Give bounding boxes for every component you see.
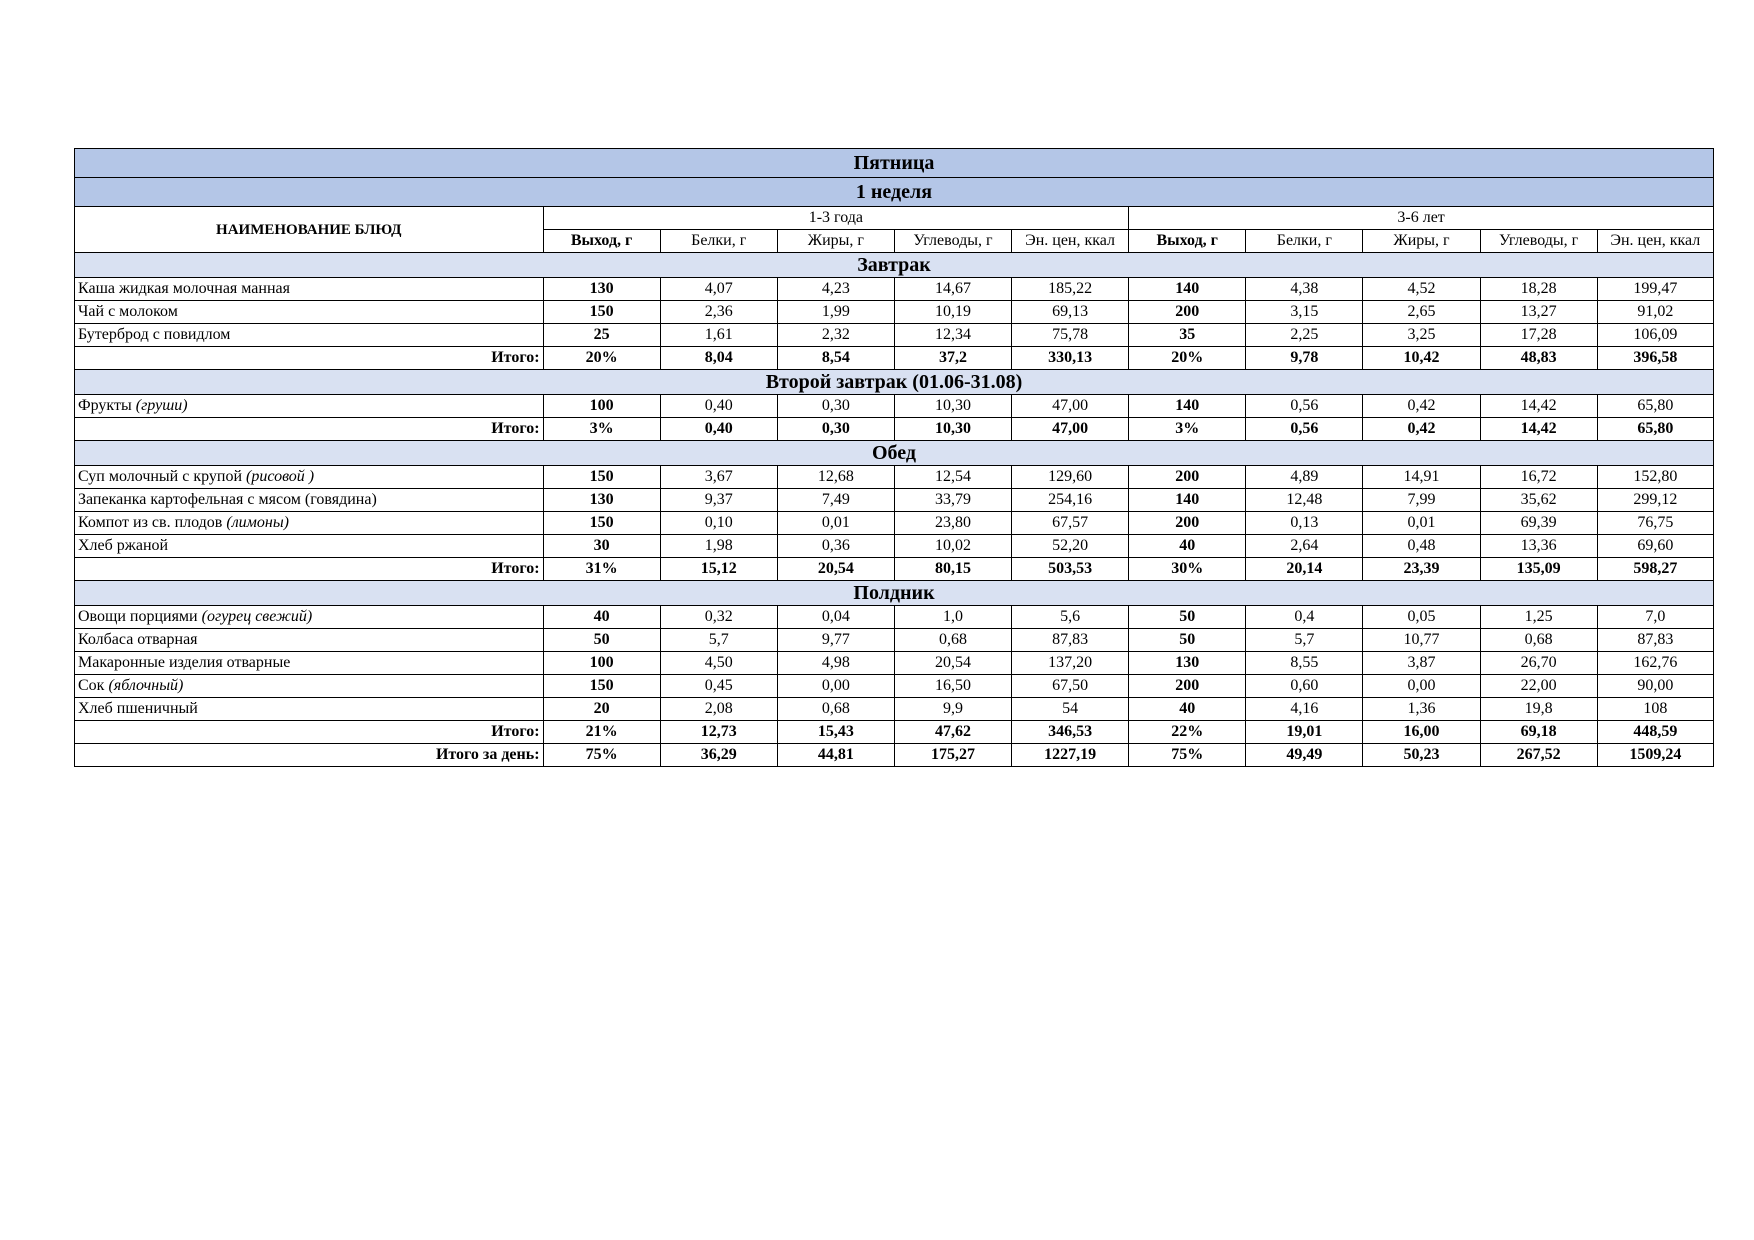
value-cell: 100	[543, 652, 660, 675]
value-cell: 50,23	[1363, 744, 1480, 767]
value-cell: 0,40	[660, 395, 777, 418]
value-cell: 0,00	[777, 675, 894, 698]
value-cell: 0,42	[1363, 395, 1480, 418]
value-cell: 10,77	[1363, 629, 1480, 652]
table-row	[75, 606, 1714, 629]
value-cell: 14,42	[1480, 418, 1597, 441]
dish-name-cell	[75, 698, 544, 721]
value-cell: 254,16	[1012, 489, 1129, 512]
value-cell: 0,01	[777, 512, 894, 535]
section-row	[75, 253, 1714, 278]
value-cell: 21%	[543, 721, 660, 744]
dish-note: (лимоны)	[226, 514, 289, 531]
value-cell: 2,64	[1246, 535, 1363, 558]
value-cell: 0,60	[1246, 675, 1363, 698]
age-group-3-6-header: 3-6 лет	[1129, 207, 1714, 230]
value-cell: 0,45	[660, 675, 777, 698]
dish-name-cell	[75, 324, 544, 347]
value-cell: 135,09	[1480, 558, 1597, 581]
value-cell: 69,60	[1597, 535, 1713, 558]
value-cell: 36,29	[660, 744, 777, 767]
section-total-row	[75, 418, 1714, 441]
value-cell: 16,50	[894, 675, 1011, 698]
value-cell: 3,67	[660, 466, 777, 489]
value-cell: 47,00	[1012, 395, 1129, 418]
value-cell: 299,12	[1597, 489, 1713, 512]
dish-name: Макаронные изделия отварные	[78, 654, 291, 671]
value-cell: 10,30	[894, 395, 1011, 418]
dish-name: Колбаса отварная	[78, 631, 198, 648]
dish-name: Овощи порциями	[78, 608, 202, 625]
value-cell: 200	[1129, 675, 1246, 698]
col-carbs-header: Углеводы, г	[1480, 230, 1597, 253]
dish-name-cell	[75, 606, 544, 629]
value-cell: 44,81	[777, 744, 894, 767]
dish-note: (рисовой )	[246, 468, 315, 485]
section-title: Обед	[75, 441, 1714, 466]
value-cell: 0,13	[1246, 512, 1363, 535]
value-cell: 7,49	[777, 489, 894, 512]
dish-name: Бутерброд с повидлом	[78, 326, 231, 343]
value-cell: 1,61	[660, 324, 777, 347]
value-cell: 130	[543, 489, 660, 512]
value-cell: 10,42	[1363, 347, 1480, 370]
value-cell: 0,68	[777, 698, 894, 721]
value-cell: 69,39	[1480, 512, 1597, 535]
value-cell: 0,30	[777, 418, 894, 441]
value-cell: 1,25	[1480, 606, 1597, 629]
dish-name: Чай с молоком	[78, 303, 178, 320]
value-cell: 137,20	[1012, 652, 1129, 675]
value-cell: 9,9	[894, 698, 1011, 721]
value-cell: 0,30	[777, 395, 894, 418]
section-row	[75, 441, 1714, 466]
value-cell: 13,27	[1480, 301, 1597, 324]
value-cell: 20	[543, 698, 660, 721]
value-cell: 100	[543, 395, 660, 418]
dish-name: Суп молочный с крупой	[78, 468, 247, 485]
dish-name: Запеканка картофельная с мясом (говядина)	[78, 491, 377, 508]
value-cell: 10,02	[894, 535, 1011, 558]
value-cell: 200	[1129, 301, 1246, 324]
value-cell: 47,62	[894, 721, 1011, 744]
value-cell: 0,48	[1363, 535, 1480, 558]
value-cell: 5,7	[1246, 629, 1363, 652]
col-fat-header: Жиры, г	[1363, 230, 1480, 253]
value-cell: 130	[543, 278, 660, 301]
value-cell: 67,50	[1012, 675, 1129, 698]
value-cell: 140	[1129, 489, 1246, 512]
dish-note: (огурец свежий)	[201, 608, 313, 625]
value-cell: 12,34	[894, 324, 1011, 347]
value-cell: 200	[1129, 466, 1246, 489]
value-cell: 30%	[1129, 558, 1246, 581]
value-cell: 4,38	[1246, 278, 1363, 301]
value-cell: 87,83	[1012, 629, 1129, 652]
value-cell: 0,56	[1246, 418, 1363, 441]
col-energy-header: Эн. цен, ккал	[1597, 230, 1713, 253]
value-cell: 12,68	[777, 466, 894, 489]
value-cell: 19,01	[1246, 721, 1363, 744]
dish-name-cell	[75, 395, 544, 418]
value-cell: 19,8	[1480, 698, 1597, 721]
table-row	[75, 535, 1714, 558]
value-cell: 150	[543, 466, 660, 489]
value-cell: 20,14	[1246, 558, 1363, 581]
value-cell: 69,18	[1480, 721, 1597, 744]
value-cell: 23,80	[894, 512, 1011, 535]
table-row	[75, 512, 1714, 535]
value-cell: 152,80	[1597, 466, 1713, 489]
value-cell: 4,98	[777, 652, 894, 675]
value-cell: 67,57	[1012, 512, 1129, 535]
section-total-row	[75, 347, 1714, 370]
value-cell: 267,52	[1480, 744, 1597, 767]
dish-name: Хлеб пшеничный	[78, 700, 198, 717]
value-cell: 3,87	[1363, 652, 1480, 675]
value-cell: 10,30	[894, 418, 1011, 441]
value-cell: 106,09	[1597, 324, 1713, 347]
section-row	[75, 370, 1714, 395]
value-cell: 1,99	[777, 301, 894, 324]
section-total-row	[75, 558, 1714, 581]
value-cell: 0,04	[777, 606, 894, 629]
value-cell: 10,19	[894, 301, 1011, 324]
value-cell: 130	[1129, 652, 1246, 675]
table-row	[75, 652, 1714, 675]
value-cell: 129,60	[1012, 466, 1129, 489]
col-yield-header: Выход, г	[1129, 230, 1246, 253]
dish-name: Хлеб ржаной	[78, 537, 169, 554]
value-cell: 23,39	[1363, 558, 1480, 581]
value-cell: 150	[543, 675, 660, 698]
value-cell: 0,00	[1363, 675, 1480, 698]
dish-name-header: НАИМЕНОВАНИЕ БЛЮД	[75, 207, 544, 253]
value-cell: 50	[1129, 606, 1246, 629]
value-cell: 15,43	[777, 721, 894, 744]
value-cell: 150	[543, 512, 660, 535]
section-title: Завтрак	[75, 253, 1714, 278]
value-cell: 20%	[1129, 347, 1246, 370]
value-cell: 330,13	[1012, 347, 1129, 370]
value-cell: 20,54	[777, 558, 894, 581]
value-cell: 4,23	[777, 278, 894, 301]
value-cell: 5,6	[1012, 606, 1129, 629]
value-cell: 0,10	[660, 512, 777, 535]
value-cell: 0,40	[660, 418, 777, 441]
dish-name-cell	[75, 675, 544, 698]
day-total-row	[75, 744, 1714, 767]
value-cell: 75%	[1129, 744, 1246, 767]
value-cell: 162,76	[1597, 652, 1713, 675]
dish-name-cell	[75, 629, 544, 652]
value-cell: 40	[1129, 698, 1246, 721]
age-group-1-3-header: 1-3 года	[543, 207, 1129, 230]
value-cell: 75%	[543, 744, 660, 767]
dish-name-cell	[75, 512, 544, 535]
value-cell: 33,79	[894, 489, 1011, 512]
table-row	[75, 466, 1714, 489]
dish-name-cell	[75, 301, 544, 324]
col-protein-header: Белки, г	[1246, 230, 1363, 253]
value-cell: 54	[1012, 698, 1129, 721]
table-row	[75, 629, 1714, 652]
value-cell: 396,58	[1597, 347, 1713, 370]
value-cell: 75,78	[1012, 324, 1129, 347]
value-cell: 108	[1597, 698, 1713, 721]
value-cell: 13,36	[1480, 535, 1597, 558]
value-cell: 9,78	[1246, 347, 1363, 370]
value-cell: 12,54	[894, 466, 1011, 489]
value-cell: 0,05	[1363, 606, 1480, 629]
section-total-row	[75, 721, 1714, 744]
value-cell: 2,25	[1246, 324, 1363, 347]
header-group-row	[75, 207, 1714, 230]
table-row	[75, 675, 1714, 698]
value-cell: 1,98	[660, 535, 777, 558]
value-cell: 448,59	[1597, 721, 1713, 744]
table-row	[75, 324, 1714, 347]
table-row	[75, 278, 1714, 301]
value-cell: 0,68	[1480, 629, 1597, 652]
value-cell: 16,00	[1363, 721, 1480, 744]
value-cell: 0,42	[1363, 418, 1480, 441]
value-cell: 5,7	[660, 629, 777, 652]
value-cell: 8,54	[777, 347, 894, 370]
table-row	[75, 698, 1714, 721]
value-cell: 140	[1129, 278, 1246, 301]
value-cell: 14,67	[894, 278, 1011, 301]
total-label: Итого:	[75, 721, 544, 744]
value-cell: 4,16	[1246, 698, 1363, 721]
value-cell: 26,70	[1480, 652, 1597, 675]
col-fat-header: Жиры, г	[777, 230, 894, 253]
value-cell: 140	[1129, 395, 1246, 418]
day-title: Пятница	[75, 149, 1714, 178]
value-cell: 52,20	[1012, 535, 1129, 558]
menu-table	[74, 148, 1714, 767]
value-cell: 1,0	[894, 606, 1011, 629]
week-row	[75, 178, 1714, 207]
section-title: Второй завтрак (01.06-31.08)	[75, 370, 1714, 395]
dish-name-cell	[75, 652, 544, 675]
table-row	[75, 301, 1714, 324]
value-cell: 50	[1129, 629, 1246, 652]
value-cell: 76,75	[1597, 512, 1713, 535]
value-cell: 4,52	[1363, 278, 1480, 301]
value-cell: 40	[543, 606, 660, 629]
value-cell: 15,12	[660, 558, 777, 581]
total-label: Итого:	[75, 347, 544, 370]
value-cell: 0,56	[1246, 395, 1363, 418]
value-cell: 12,48	[1246, 489, 1363, 512]
dish-note: (яблочный)	[108, 677, 184, 694]
total-label: Итого:	[75, 418, 544, 441]
dish-name: Сок	[78, 677, 109, 694]
value-cell: 90,00	[1597, 675, 1713, 698]
value-cell: 87,83	[1597, 629, 1713, 652]
value-cell: 22%	[1129, 721, 1246, 744]
value-cell: 17,28	[1480, 324, 1597, 347]
dish-note: (груши)	[135, 397, 188, 414]
value-cell: 9,37	[660, 489, 777, 512]
dish-name: Компот из св. плодов	[78, 514, 227, 531]
value-cell: 0,68	[894, 629, 1011, 652]
value-cell: 50	[543, 629, 660, 652]
value-cell: 4,07	[660, 278, 777, 301]
value-cell: 37,2	[894, 347, 1011, 370]
value-cell: 65,80	[1597, 395, 1713, 418]
col-carbs-header: Углеводы, г	[894, 230, 1011, 253]
value-cell: 175,27	[894, 744, 1011, 767]
dish-name: Фрукты	[78, 397, 136, 414]
value-cell: 503,53	[1012, 558, 1129, 581]
value-cell: 18,28	[1480, 278, 1597, 301]
value-cell: 150	[543, 301, 660, 324]
value-cell: 40	[1129, 535, 1246, 558]
value-cell: 1227,19	[1012, 744, 1129, 767]
value-cell: 7,0	[1597, 606, 1713, 629]
col-yield-header: Выход, г	[543, 230, 660, 253]
value-cell: 7,99	[1363, 489, 1480, 512]
value-cell: 199,47	[1597, 278, 1713, 301]
value-cell: 3,15	[1246, 301, 1363, 324]
table-row	[75, 395, 1714, 418]
value-cell: 47,00	[1012, 418, 1129, 441]
value-cell: 65,80	[1597, 418, 1713, 441]
value-cell: 3,25	[1363, 324, 1480, 347]
value-cell: 25	[543, 324, 660, 347]
value-cell: 2,08	[660, 698, 777, 721]
day-total-label: Итого за день:	[75, 744, 544, 767]
value-cell: 2,32	[777, 324, 894, 347]
value-cell: 20%	[543, 347, 660, 370]
col-protein-header: Белки, г	[660, 230, 777, 253]
value-cell: 0,4	[1246, 606, 1363, 629]
dish-name-cell	[75, 489, 544, 512]
value-cell: 69,13	[1012, 301, 1129, 324]
value-cell: 49,49	[1246, 744, 1363, 767]
dish-name: Каша жидкая молочная манная	[78, 280, 290, 297]
value-cell: 3%	[543, 418, 660, 441]
value-cell: 2,36	[660, 301, 777, 324]
value-cell: 4,89	[1246, 466, 1363, 489]
value-cell: 35	[1129, 324, 1246, 347]
value-cell: 20,54	[894, 652, 1011, 675]
day-row	[75, 149, 1714, 178]
value-cell: 8,04	[660, 347, 777, 370]
value-cell: 1,36	[1363, 698, 1480, 721]
value-cell: 80,15	[894, 558, 1011, 581]
value-cell: 185,22	[1012, 278, 1129, 301]
value-cell: 30	[543, 535, 660, 558]
value-cell: 0,32	[660, 606, 777, 629]
value-cell: 3%	[1129, 418, 1246, 441]
value-cell: 14,42	[1480, 395, 1597, 418]
value-cell: 14,91	[1363, 466, 1480, 489]
total-label: Итого:	[75, 558, 544, 581]
value-cell: 35,62	[1480, 489, 1597, 512]
dish-name-cell	[75, 466, 544, 489]
week-title: 1 неделя	[75, 178, 1714, 207]
value-cell: 9,77	[777, 629, 894, 652]
value-cell: 8,55	[1246, 652, 1363, 675]
value-cell: 91,02	[1597, 301, 1713, 324]
value-cell: 346,53	[1012, 721, 1129, 744]
value-cell: 0,01	[1363, 512, 1480, 535]
value-cell: 12,73	[660, 721, 777, 744]
section-row	[75, 581, 1714, 606]
value-cell: 1509,24	[1597, 744, 1713, 767]
value-cell: 200	[1129, 512, 1246, 535]
table-row	[75, 489, 1714, 512]
value-cell: 48,83	[1480, 347, 1597, 370]
value-cell: 31%	[543, 558, 660, 581]
section-title: Полдник	[75, 581, 1714, 606]
value-cell: 0,36	[777, 535, 894, 558]
value-cell: 2,65	[1363, 301, 1480, 324]
value-cell: 598,27	[1597, 558, 1713, 581]
value-cell: 4,50	[660, 652, 777, 675]
value-cell: 16,72	[1480, 466, 1597, 489]
dish-name-cell	[75, 278, 544, 301]
col-energy-header: Эн. цен, ккал	[1012, 230, 1129, 253]
dish-name-cell	[75, 535, 544, 558]
value-cell: 22,00	[1480, 675, 1597, 698]
